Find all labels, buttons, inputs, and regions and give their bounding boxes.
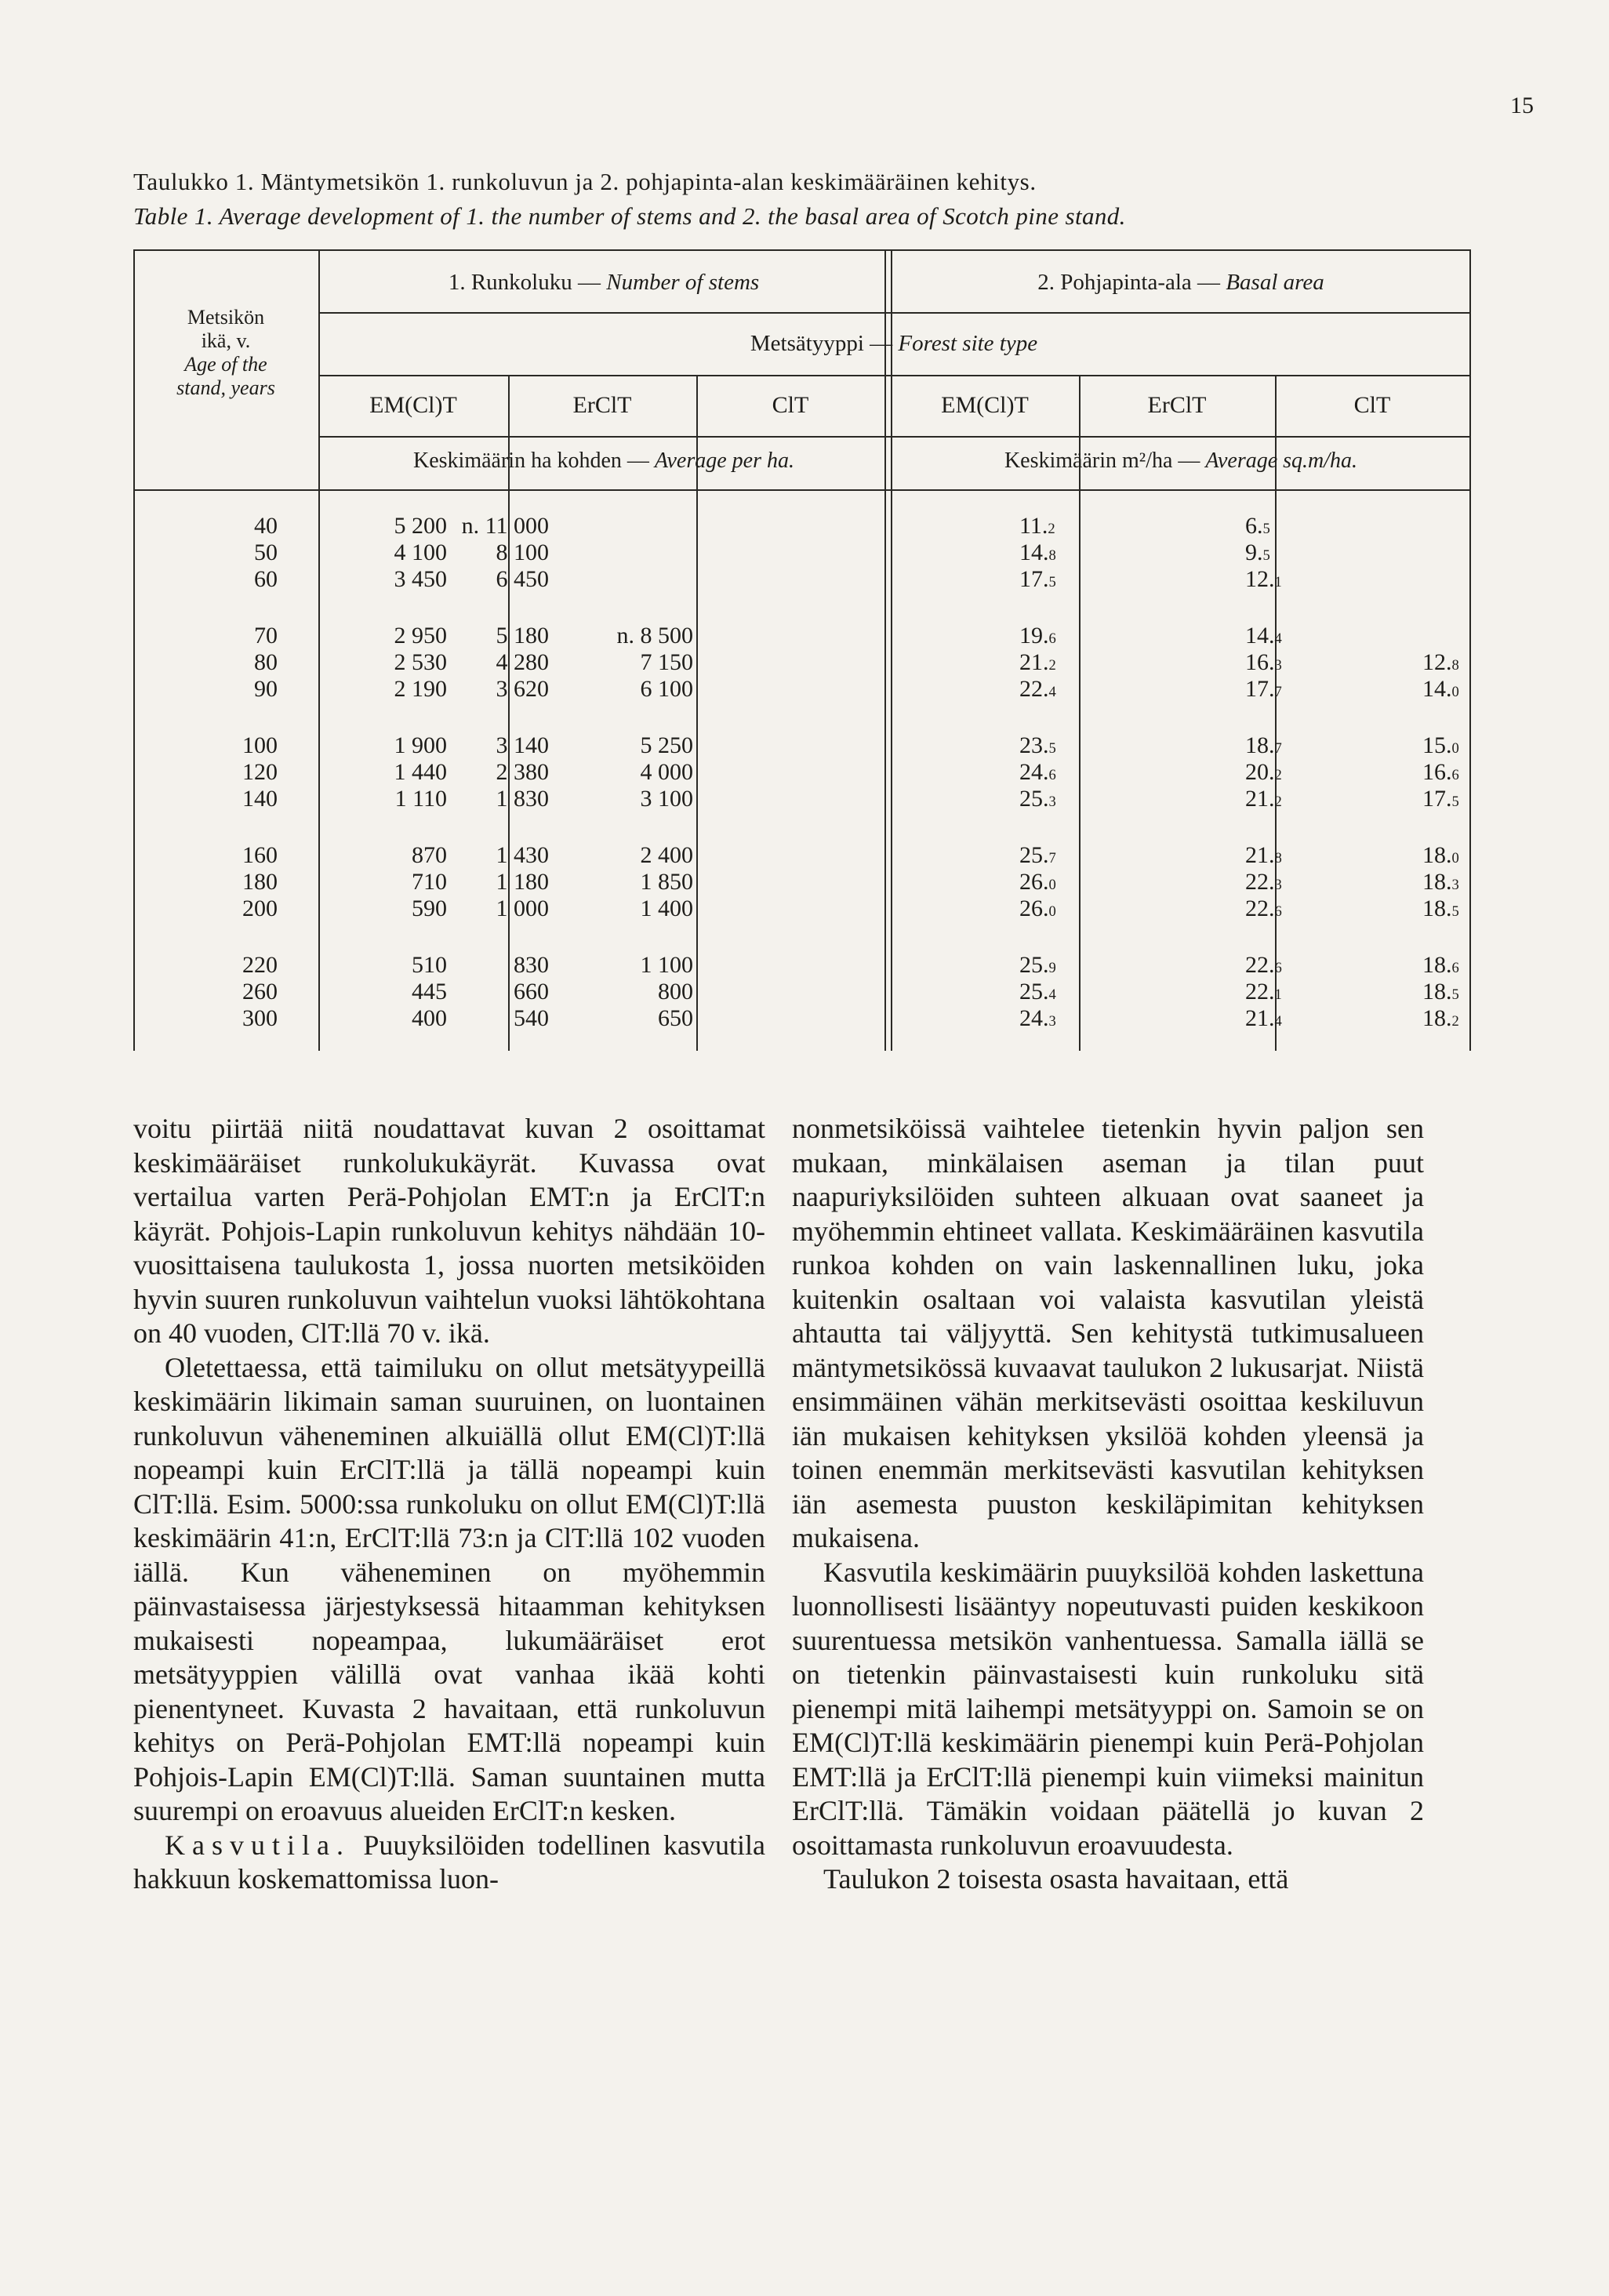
stems-cell: 4 000 — [640, 759, 693, 785]
forest-site-type-header: Metsätyyppi — Forest site type — [750, 331, 1038, 356]
column-header: ClT — [772, 392, 809, 418]
data-table — [133, 249, 1471, 1057]
basal-area-cell: 14.0 — [1422, 676, 1459, 702]
basal-area-cell: 19.6 — [1019, 623, 1056, 648]
stems-cell: 710 — [412, 869, 447, 895]
column-header: ClT — [1353, 392, 1391, 418]
site-type-rule — [318, 375, 1471, 376]
stems-cell: 6 100 — [640, 676, 693, 702]
age-cell: 60 — [254, 566, 278, 592]
basal-area-cell: 16.6 — [1422, 759, 1459, 785]
column-divider — [696, 375, 698, 1051]
basal-area-cell: 25.9 — [1019, 952, 1056, 978]
basal-area-cell: 6.5 — [1245, 513, 1270, 539]
basal-area-cell: 22.3 — [1245, 869, 1282, 895]
table-right-border — [1469, 249, 1471, 1051]
stems-cell: 4 280 — [496, 649, 549, 675]
table-left-border — [133, 249, 135, 1051]
column-header-rule — [318, 436, 1471, 438]
age-cell: 160 — [242, 842, 278, 868]
basal-area-cell: 25.3 — [1019, 786, 1056, 812]
basal-area-cell: 25.4 — [1019, 979, 1056, 1004]
unit-header-stems: Keskimäärin ha kohden — Average per ha. — [413, 449, 794, 473]
basal-area-cell: 18.5 — [1422, 979, 1459, 1004]
basal-area-cell: 18.3 — [1422, 869, 1459, 895]
basal-area-cell: 22.1 — [1245, 979, 1282, 1004]
basal-area-cell: 17.5 — [1019, 566, 1056, 592]
stems-cell: 1 830 — [496, 786, 549, 812]
basal-area-cell: 18.5 — [1422, 896, 1459, 921]
basal-area-cell: 24.3 — [1019, 1005, 1056, 1031]
basal-area-cell: 12.1 — [1245, 566, 1282, 592]
stems-cell: 1 440 — [394, 759, 447, 785]
basal-area-cell: 15.0 — [1422, 732, 1459, 758]
paragraph: nonmetsiköissä vaihtelee tietenkin hyvin paljon sen mukaan, minkälaisen aseman ja tilan puut naapuriyksilöiden suhteen alkuaan ovat saaneet ja myöhemmin ehtineet vallata. Keskimääräinen kasvutila runkoa kohden on vain laskennallinen luku, joka kuitenkin osaltaan voi valaista kasvutilan yleistä ahtautta tai väljyyttä. Sen kehitystä tutkimusalueen mäntymetsikössä kuvaavat taulukon 2 lukusarjat. Niistä ensimmäinen vähän merkitsevästi osoittaa keskiluvun iän mukaisen kehityksen yksilöä kohden yleensä ja toinen enemmän merkitsevästi kasvutilan kehityksen iän asemesta puuston keskiläpimitan kehityksen mukaisena. — [792, 1113, 1424, 1553]
stems-cell: 870 — [412, 842, 447, 868]
stems-cell: 3 620 — [496, 676, 549, 702]
paragraph: voitu piirtää niitä noudattavat kuvan 2 osoittamat keskimääräiset runkolukukäyrät. Kuvassa ovat vertailua varten Perä-Pohjolan EMT:n ja ErClT:n käyrät. Pohjois-Lapin runkoluvun kehitys nähdään 10-vuosittaisena taulukosta 1, jossa nuorten metsiköiden hyvin suuren runkoluvun vaihtelun vuoksi lähtökohtana on 40 vuoden, ClT:llä 70 v. ikä. — [133, 1113, 765, 1349]
paragraph: Kasvutila. Puuyksilöiden todellinen kasvutila hakkuun koskemattomissa luon- — [133, 1829, 765, 1895]
basal-area-cell: 25.7 — [1019, 842, 1056, 868]
table-caption-english: Table 1. Average development of 1. the number of stems and 2. the basal area of Scotch pine stand. — [133, 202, 1126, 230]
column-header: EM(Cl)T — [941, 392, 1029, 418]
stems-cell: 650 — [658, 1005, 693, 1031]
column-header: EM(Cl)T — [369, 392, 457, 418]
basal-area-cell: 14.4 — [1245, 623, 1282, 648]
basal-area-cell: 18.0 — [1422, 842, 1459, 868]
group-header-rule — [318, 312, 1471, 314]
paragraph: Taulukon 2 toisesta osasta havaitaan, että — [823, 1863, 1289, 1895]
unit-header-basal-area: Keskimäärin m²/ha — Average sq.m/ha. — [1004, 449, 1358, 473]
stems-cell: 8 100 — [496, 539, 549, 565]
basal-area-cell: 9.5 — [1245, 539, 1270, 565]
stems-cell: 800 — [658, 979, 693, 1004]
basal-area-cell: 26.0 — [1019, 869, 1056, 895]
paragraph: Oletettaessa, että taimiluku on ollut metsätyypeillä keskimäärin likimain saman suuruinen, on luontainen runkoluvun väheneminen alkuiällä ollut EM(Cl)T:llä nopeampi kuin ErClT:llä ja tällä nopeampi kuin ClT:llä. Esim. 5000:ssa runkoluku on ollut EM(Cl)T:llä keskimäärin 41:n, ErClT:llä 73:n ja ClT:llä 102 vuoden iällä. Kun väheneminen on myöhemmin päinvastaisessa järjestyksessä hitaamman kehityksen mukaisesti nopeampaa, lukumääräiset erot metsätyyppien välillä ovat vanhaa ikää kohti pienentyneet. Kuvasta 2 havaitaan, että runkoluvun kehitys on Perä-Pohjolan EMT:llä nopeampi kuin Pohjois-Lapin EM(Cl)T:llä. Saman suuntainen mutta suurempi on eroavuus alueiden ErClT:n kesken. — [133, 1351, 765, 1826]
stems-cell: 3 140 — [496, 732, 549, 758]
stems-cell: 1 110 — [394, 786, 447, 812]
basal-area-cell: 14.8 — [1019, 539, 1056, 565]
basal-area-cell: 17.5 — [1422, 786, 1459, 812]
basal-area-cell: 26.0 — [1019, 896, 1056, 921]
age-column-divider — [318, 249, 320, 1051]
column-divider — [1079, 375, 1081, 1051]
section-heading: Kasvutila. — [165, 1829, 350, 1861]
column-header: ErClT — [1147, 392, 1207, 418]
age-cell: 50 — [254, 539, 278, 565]
stems-cell: 1 430 — [496, 842, 549, 868]
basal-area-cell: 21.4 — [1245, 1005, 1282, 1031]
basal-area-cell: 22.6 — [1245, 952, 1282, 978]
basal-area-cell: 22.4 — [1019, 676, 1056, 702]
stems-cell: 590 — [412, 896, 447, 921]
group-header-stems: 1. Runkoluku — Number of stems — [448, 270, 760, 295]
stems-cell: 1 000 — [496, 896, 549, 921]
table-top-rule — [133, 249, 1471, 251]
age-cell: 90 — [254, 676, 278, 702]
stems-cell: 3 100 — [640, 786, 693, 812]
page-number: 15 — [1510, 93, 1534, 118]
basal-area-cell: 23.5 — [1019, 732, 1056, 758]
basal-area-cell: 21.2 — [1019, 649, 1056, 675]
stems-cell: 830 — [514, 952, 549, 978]
basal-area-cell: 16.3 — [1245, 649, 1282, 675]
stems-cell: 400 — [412, 1005, 447, 1031]
stems-cell: 660 — [514, 979, 549, 1004]
group-header-basal-area: 2. Pohjapinta-ala — Basal area — [1037, 270, 1324, 295]
age-cell: 140 — [242, 786, 278, 812]
basal-area-cell: 11.2 — [1019, 513, 1055, 539]
stems-cell: 5 180 — [496, 623, 549, 648]
stems-cell: 445 — [412, 979, 447, 1004]
stems-cell: 540 — [514, 1005, 549, 1031]
age-cell: 40 — [254, 513, 278, 539]
body-text-right-column — [792, 1112, 1424, 1897]
header-bottom-rule — [133, 489, 1471, 491]
stems-cell: 2 950 — [394, 623, 447, 648]
age-cell: 220 — [242, 952, 278, 978]
age-cell: 260 — [242, 979, 278, 1004]
basal-area-cell: 24.6 — [1019, 759, 1056, 785]
age-cell: 120 — [242, 759, 278, 785]
stems-cell: 6 450 — [496, 566, 549, 592]
stems-cell: 3 450 — [394, 566, 447, 592]
stems-cell: 5 250 — [640, 732, 693, 758]
stems-cell: 2 190 — [394, 676, 447, 702]
body-text-left-column — [133, 1112, 765, 1897]
age-header: Metsikön ikä, v. Age of the stand, years — [176, 306, 275, 399]
age-cell: 300 — [242, 1005, 278, 1031]
age-cell: 100 — [242, 732, 278, 758]
stems-cell: 1 400 — [640, 896, 693, 921]
stems-cell: n. 8 500 — [616, 623, 693, 648]
basal-area-cell: 18.7 — [1245, 732, 1282, 758]
basal-area-cell: 18.2 — [1422, 1005, 1459, 1031]
stems-cell: 2 400 — [640, 842, 693, 868]
stems-cell: 1 900 — [394, 732, 447, 758]
column-divider — [508, 375, 510, 1051]
paragraph: Kasvutila keskimäärin puuyksilöä kohden laskettuna luonnollisesti lisääntyy nopeutuvasti puiden keskikoon suurentuessa metsikön vanhentuessa. Samalla iällä se on tietenkin päinvastaisesti kuin runkoluku sitä pienempi mitä laihempi metsätyyppi on. Samoin se on EM(Cl)T:llä keskimäärin pienempi kuin Perä-Pohjolan EMT:llä ja ErClT:llä pienempi kuin viimeksi mainitun ErClT:llä. Tämäkin voidaan päätellä jo kuvan 2 osoittamasta runkoluvun eroavuudesta. — [792, 1556, 1424, 1861]
basal-area-cell: 20.2 — [1245, 759, 1282, 785]
group-divider-double — [891, 249, 892, 1051]
stems-cell: 1 100 — [640, 952, 693, 978]
basal-area-cell: 21.2 — [1245, 786, 1282, 812]
basal-area-cell: 22.6 — [1245, 896, 1282, 921]
stems-cell: 1 180 — [496, 869, 549, 895]
basal-area-cell: 17.7 — [1245, 676, 1282, 702]
basal-area-cell: 18.6 — [1422, 952, 1459, 978]
stems-cell: 2 380 — [496, 759, 549, 785]
column-header: ErClT — [572, 392, 632, 418]
stems-cell: 4 100 — [394, 539, 447, 565]
stems-cell: n. 11 000 — [461, 513, 549, 539]
stems-cell: 5 200 — [394, 513, 447, 539]
basal-area-cell: 12.8 — [1422, 649, 1459, 675]
age-cell: 180 — [242, 869, 278, 895]
table-caption-finnish: Taulukko 1. Mäntymetsikön 1. runkoluvun ja 2. pohjapinta-alan keskimääräinen kehitys. — [133, 168, 1037, 195]
group-divider — [884, 249, 886, 1051]
stems-cell: 7 150 — [640, 649, 693, 675]
stems-cell: 2 530 — [394, 649, 447, 675]
basal-area-cell: 21.8 — [1245, 842, 1282, 868]
age-cell: 70 — [254, 623, 278, 648]
age-cell: 80 — [254, 649, 278, 675]
age-cell: 200 — [242, 896, 278, 921]
column-divider — [1275, 375, 1277, 1051]
stems-cell: 510 — [412, 952, 447, 978]
stems-cell: 1 850 — [640, 869, 693, 895]
